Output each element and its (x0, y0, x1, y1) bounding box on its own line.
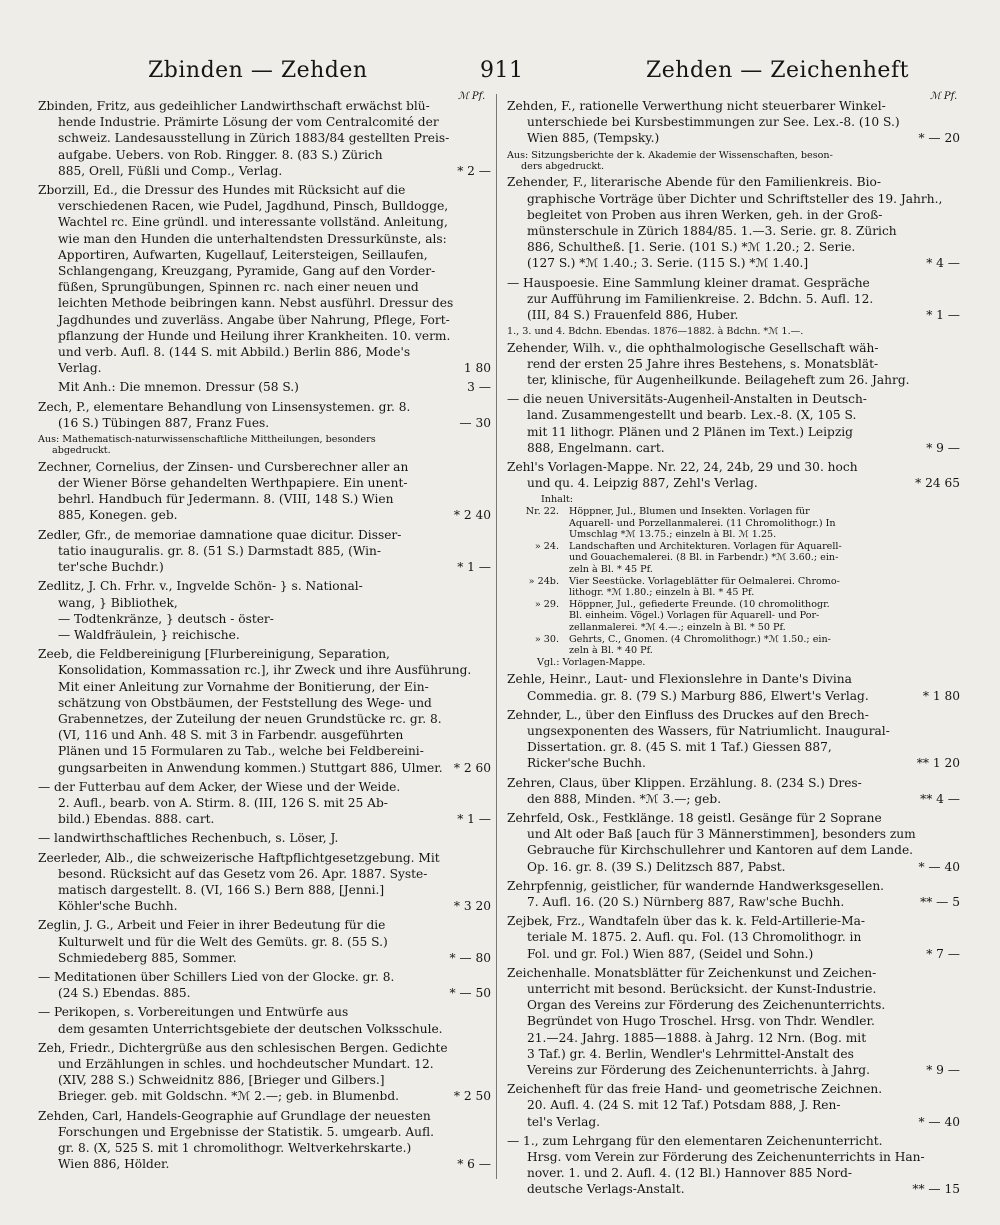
entry-line: Grabennetzes, der Zuteilung der neuen Grundstücke rc. gr. 8. (58, 711, 442, 726)
catalog-entry (507, 671, 960, 703)
contents-item (507, 576, 954, 599)
entry-line: tatio inauguralis. gr. 8. (51 S.) Darmstadt 885, (Win- (58, 543, 382, 558)
catalog-entry (38, 830, 491, 846)
entry-line: wang, } Bibliothek, (58, 595, 178, 610)
entry-line: Zeeb, die Feldbereinigung [Flurbereinigung, Separation, (38, 647, 390, 662)
catalog-entry (38, 379, 491, 395)
entry-line: hende Industrie. Prämirte Lösung der vom Centralcomité der (58, 115, 439, 130)
catalog-entry (38, 1108, 491, 1173)
item-number: Nr. 22. (525, 506, 559, 518)
price: 3 — (467, 380, 491, 395)
catalog-entry (507, 878, 960, 910)
entry-line: Zehden, Carl, Handels-Geographie auf Grundlage der neuesten (38, 1108, 431, 1123)
price: * — 20 (918, 131, 960, 146)
entry-line: wie man den Hunden die unterhaltendsten Dressurkünste, als: (58, 231, 447, 246)
entry-line: Konsolidation, Kommassation rc.], ihr Zweck und ihre Ausführung. (58, 663, 472, 678)
entry-line: (16 S.) Tübingen 887, Franz Fues. (58, 415, 270, 430)
source-note (507, 326, 960, 337)
entry-line: mit 11 lithogr. Plänen und 2 Plänen im Text.) Leipzig (527, 424, 853, 439)
price: — 30 (459, 415, 491, 430)
entry-line: Zehren, Claus, über Klippen. Erzählung. 8. (234 S.) Dres- (507, 775, 862, 790)
entry-line: abgedruckt. (52, 445, 111, 457)
price: * 3 20 (453, 899, 491, 914)
price: 1 80 (463, 361, 491, 376)
entry-line: — der Futterbau auf dem Acker, der Wiese und der Weide. (38, 779, 401, 794)
entry-line: Zejbek, Frz., Wandtafeln über das k. k. Feld-Artillerie-Ma- (507, 914, 866, 929)
entry-line: land. Zusammengestellt und bearb. Lex.-8. (X, 105 S. (527, 408, 857, 423)
entry-line: — Perikopen, s. Vorbereitungen und Entwürfe aus (38, 1005, 349, 1020)
item-line: Bl. einheim. Vögel.) Vorlagen für Aquarell- und Por- (569, 610, 820, 622)
item-line: Höppner, Jul., Blumen und Insekten. Vorlagen für (569, 506, 810, 518)
catalog-entry (507, 965, 960, 1078)
entry-line: begleitet von Proben aus ihren Werken, geh. in der Groß- (527, 207, 883, 222)
entry-line: Plänen und 15 Formularen zu Tab., welche bei Feldbereini- (58, 744, 424, 759)
currency-header-left: ℳ Pf. (458, 91, 486, 102)
entry-line: aufgabe. Uebers. von Rob. Ringger. 8. (83 S.) Zürich (58, 147, 383, 162)
price: * 2 — (457, 163, 491, 178)
cross-reference: Vgl.: Vorlagen-Mappe. (537, 656, 646, 668)
entry-line: der Wiener Börse gehandelten Werthpapiere. Ein unent- (58, 476, 408, 491)
entry-line: zur Aufführung im Familienkreise. 2. Bdchn. 5. Aufl. 12. (527, 291, 874, 306)
entry-line: Zehrfeld, Osk., Festklänge. 18 geistl. Gesänge für 2 Soprane (507, 811, 882, 826)
entry-line: Zeichenheft für das freie Hand- und geometrische Zeichnen. (507, 1082, 883, 1097)
catalog-entry (507, 275, 960, 324)
entry-line: ungsexponenten des Wassers, für Natriumlicht. Inaugural- (527, 724, 890, 738)
source-note (38, 434, 491, 457)
entry-line: Mit einer Anleitung zur Vornahme der Bonitierung, der Ein- (58, 679, 429, 694)
entry-line: Organ des Vereins zur Förderung des Zeichenunterrichts. (527, 998, 886, 1013)
item-line: zellanmalerei. *ℳ 4.—.; einzeln à Bl. * 50 Pf. (569, 622, 786, 634)
entry-line: Zech, P., elementare Behandlung von Linsensystemen. gr. 8. (38, 399, 411, 414)
running-head-right: Zehden — Zeichenheft (646, 58, 909, 83)
entry-line: Hrsg. vom Verein zur Förderung des Zeichenunterrichts in Han- (527, 1150, 925, 1165)
entry-line: (III, 84 S.) Frauenfeld 886, Huber. (527, 308, 739, 323)
item-number: » 30. (534, 633, 559, 645)
price: * 1 80 (922, 688, 960, 703)
entry-line: Zeglin, J. G., Arbeit und Feier in ihrer Bedeutung für die (38, 918, 386, 933)
price: * 2 40 (453, 508, 491, 523)
entry-line: 20. Aufl. 4. (24 S. mit 12 Taf.) Potsdam 888, J. Ren- (527, 1098, 841, 1113)
entry-line: Köhler'sche Buchh. (58, 899, 178, 914)
entry-line: behrl. Handbuch für Jedermann. 8. (VIII, 148 S.) Wien (58, 492, 394, 507)
entry-line: unterricht mit besond. Berücksicht. der Kunst-Industrie. (527, 982, 877, 997)
entry-line: Zbinden, Fritz, aus gedeihlicher Landwirthschaft erwächst blü- (38, 99, 430, 113)
entry-line: Op. 16. gr. 8. (39 S.) Delitzsch 887, Pabst. (527, 859, 786, 874)
entry-line: 888, Engelmann. cart. (527, 440, 665, 455)
item-description (569, 506, 954, 541)
entry-line: den 888, Minden. *ℳ 3.—; geb. (527, 791, 722, 806)
entry-line: leichten Methode beibringen kann. Nebst ausführl. Dressur des (58, 296, 454, 311)
entry-line: (XIV, 288 S.) Schweidnitz 886, [Brieger und Gilbers.] (58, 1073, 385, 1088)
entry-line: ders abgedruckt. (521, 161, 605, 173)
catalog-entry (38, 969, 491, 1001)
catalog-entry (38, 182, 491, 376)
catalog-entry (38, 646, 491, 776)
item-description (569, 634, 954, 657)
item-line: zeln à Bl. * 45 Pf. (569, 564, 653, 576)
item-line: Aquarell- und Porzellanmalerei. (11 Chromolithogr.) In (569, 517, 836, 529)
item-number: » 29. (534, 598, 559, 610)
entry-line: Kulturwelt und für die Welt des Gemüts. gr. 8. (55 S.) (58, 934, 388, 949)
entry-line: füßen, Sprungübungen, Spinnen rc. nach einer neuen und (58, 280, 419, 295)
entry-line: — Meditationen über Schillers Lied von der Glocke. gr. 8. (38, 969, 395, 984)
item-description (569, 576, 954, 599)
catalog-entry (38, 1004, 491, 1036)
catalog-entry (38, 98, 491, 179)
catalog-entry (38, 779, 491, 828)
entry-line: teriale M. 1875. 2. Aufl. qu. Fol. (13 Chromolithogr. in (527, 930, 862, 945)
entry-line: ter'sche Buchdr.) (58, 560, 164, 575)
catalog-entry (38, 1040, 491, 1105)
entry-line: — Waldfräulein, } reichische. (58, 627, 240, 642)
catalog-entry (507, 459, 960, 491)
entry-line: Zehl's Vorlagen-Mappe. Nr. 22, 24, 24b, 29 und 30. hoch (507, 460, 858, 475)
entry-line: 885, Konegen. geb. (58, 508, 178, 523)
catalog-entry (507, 707, 960, 772)
entry-line: schweiz. Landesausstellung in Zürich 1883/84 gestellten Preis- (58, 131, 450, 146)
right-column (507, 98, 960, 1201)
left-column (38, 98, 491, 1175)
entry-line: 2. Aufl., bearb. von A. Stirm. 8. (III, 126 S. mit 25 Ab- (58, 795, 388, 810)
item-line: Umschlag *ℳ 13.75.; einzeln à Bl. ℳ 1.25. (569, 529, 777, 541)
entry-line: unterschiede bei Kursbestimmungen zur See. Lex.-8. (10 S.) (527, 115, 900, 130)
entry-line: 886, Schultheß. [1. Serie. (101 S.) *ℳ 1.20.; 2. Serie. (527, 240, 856, 255)
column-divider (496, 94, 497, 1179)
price: * — 80 (449, 950, 491, 965)
entry-line: schätzung von Obstbäumen, der Feststellung des Wege- und (58, 695, 432, 710)
price: * 7 — (926, 946, 960, 961)
price: * 4 — (926, 256, 960, 271)
entry-line: Zeichenhalle. Monatsblätter für Zeichenkunst und Zeichen- (507, 965, 877, 980)
entry-line: rend der ersten 25 Jahre ihres Bestehens, s. Monatsblät- (527, 356, 879, 371)
catalog-entry (507, 340, 960, 389)
entry-line: und Erzählungen in schles. und hochdeutscher Mundart. 12. (58, 1056, 434, 1071)
entry-line: Schlangengang, Kreuzgang, Pyramide, Gang auf den Vorder- (58, 264, 436, 279)
entry-line: Verlag. (58, 361, 102, 376)
price: * 1 — (926, 308, 960, 323)
entry-line: Zehden, F., rationelle Verwerthung nicht steuerbarer Winkel- (507, 99, 886, 113)
contents-item (507, 506, 954, 541)
price: ** — 15 (912, 1182, 960, 1197)
price: * 1 — (457, 560, 491, 575)
catalog-entry (507, 810, 960, 875)
entry-line: Zehle, Heinr., Laut- und Flexionslehre in Dante's Divina (507, 672, 852, 687)
entry-line: Forschungen und Ergebnisse der Statistik. 5. umgearb. Aufl. (58, 1124, 434, 1139)
item-description (569, 599, 954, 634)
entry-line: Gebrauche für Kirchschullehrer und Kantoren auf dem Lande. (527, 843, 914, 858)
item-line: Vier Seestücke. Vorlageblätter für Oelmalerei. Chromo- (569, 575, 840, 587)
entry-line: — die neuen Universitäts-Augenheil-Anstalten in Deutsch- (507, 392, 867, 407)
contents-item (507, 599, 954, 634)
entry-line: Zehender, Wilh. v., die ophthalmologische Gesellschaft wäh- (507, 340, 879, 355)
entry-line: 3 Taf.) gr. 4. Berlin, Wendler's Lehrmittel-Anstalt des (527, 1046, 854, 1061)
price: ** 1 20 (916, 756, 960, 771)
entry-line: Zeerleder, Alb., die schweizerische Haftpflichtgesetzgebung. Mit (38, 850, 440, 865)
entry-line: Wachtel rc. Eine gründl. und interessante vollständ. Anleitung, (58, 215, 448, 230)
price: * — 40 (918, 859, 960, 874)
entry-line: Zborzill, Ed., die Dressur des Hundes mit Rücksicht auf die (38, 183, 406, 198)
entry-line: Zedlitz, J. Ch. Frhr. v., Ingvelde Schön- } s. National- (38, 579, 363, 594)
entry-line: Apportiren, Aufwarten, Kugellauf, Leitersteigen, Seillaufen, (58, 247, 428, 262)
item-line: Landschaften und Architekturen. Vorlagen für Aquarell- (569, 540, 842, 552)
entry-line: dem gesamten Unterrichtsgebiete der deutschen Volksschule. (58, 1021, 443, 1036)
entry-line: (VI, 116 und Anh. 48 S. mit 3 in Farbendr. ausgeführten (58, 728, 404, 743)
page-number: 911 (480, 58, 524, 83)
entry-line: und qu. 4. Leipzig 887, Zehl's Verlag. (527, 476, 758, 491)
item-line: und Gouachemalerei. (8 Bl. in Farbendr.) *ℳ 3.60.; ein- (569, 552, 839, 564)
entry-line: Mit Anh.: Die mnemon. Dressur (58 S.) (58, 380, 299, 395)
contents-item (507, 634, 954, 657)
entry-line: nover. 1. und 2. Aufl. 4. (12 Bl.) Hannover 885 Nord- (527, 1166, 853, 1181)
entry-line: Aus: Mathematisch-naturwissenschaftliche Mittheilungen, besonders (38, 434, 376, 446)
price: * 24 65 (915, 476, 960, 491)
catalog-entry (38, 459, 491, 524)
entry-line: Brieger. geb. mit Goldschn. *ℳ 2.—; geb. in Blumenbd. (58, 1089, 400, 1104)
entry-line: Wien 886, Hölder. (58, 1157, 170, 1172)
entry-line: Aus: Sitzungsberichte der k. Akademie der Wissenschaften, beson- (507, 149, 833, 161)
entry-line: Fol. und gr. Fol.) Wien 887, (Seidel und Sohn.) (527, 946, 814, 961)
catalog-entry (507, 775, 960, 807)
source-note (507, 150, 960, 173)
entry-line: — landwirthschaftliches Rechenbuch, s. Löser, J. (38, 831, 339, 846)
item-number: » 24b. (528, 575, 559, 587)
entry-line: Vereins zur Förderung des Zeichenunterrichts. à Jahrg. (527, 1063, 870, 1078)
entry-line: (127 S.) *ℳ 1.40.; 3. Serie. (115 S.) *ℳ 1.40.] (527, 256, 809, 271)
entry-line: verschiedenen Racen, wie Pudel, Jagdhund, Pinsch, Bulldogge, (58, 199, 449, 214)
entry-line: Zedler, Gfr., de memoriae damnatione quae dicitur. Disser- (38, 527, 402, 542)
contents-heading: Inhalt: (541, 494, 574, 506)
entry-line: münsterschule in Zürich 1884/85. 1.—3. Serie. gr. 8. Zürich (527, 224, 897, 239)
entry-line: Ricker'sche Buchh. (527, 756, 646, 771)
catalog-entry (507, 174, 960, 271)
catalog-entry (507, 913, 960, 962)
item-line: Höppner, Jul., gefiederte Freunde. (10 chromolithogr. (569, 598, 830, 610)
entry-line: graphische Vorträge über Dichter und Schriftsteller des 19. Jahrh., (527, 191, 943, 206)
price: * — 50 (449, 986, 491, 1001)
entry-line: Zeh, Friedr., Dichtergrüße aus den schlesischen Bergen. Gedichte (38, 1040, 448, 1055)
entry-line: (24 S.) Ebendas. 885. (58, 986, 191, 1001)
item-description (569, 541, 954, 576)
entry-line: Zehrpfennig, geistlicher, für wandernde Handwerksgesellen. (507, 878, 885, 893)
price: * 1 — (457, 812, 491, 827)
entry-line: — Todtenkränze, } deutsch - öster- (58, 611, 274, 626)
entry-line: 7. Aufl. 16. (20 S.) Nürnberg 887, Raw'sche Buchh. (527, 895, 845, 910)
entry-line: besond. Rücksicht auf das Gesetz vom 26. Apr. 1887. Syste- (58, 866, 428, 881)
price: * 6 — (457, 1157, 491, 1172)
catalog-entry (38, 850, 491, 915)
contents-item (507, 541, 954, 576)
price: ** — 5 (920, 895, 960, 910)
item-line: Gehrts, C., Gnomen. (4 Chromolithogr.) *ℳ 1.50.; ein- (569, 633, 831, 645)
entry-line: Wien 885, (Tempsky.) (527, 131, 660, 146)
entry-line: 21.—24. Jahrg. 1885—1888. à Jahrg. 12 Nrn. (Bog. mit (527, 1030, 867, 1045)
entry-line: — 1., zum Lehrgang für den elementaren Zeichenunterricht. (507, 1133, 883, 1148)
entry-line: deutsche Verlags-Anstalt. (527, 1182, 685, 1197)
price: * 2 50 (453, 1089, 491, 1104)
catalog-entry (38, 578, 491, 643)
entry-line: Zehender, F., literarische Abende für den Familienkreis. Bio- (507, 175, 881, 190)
entry-line: Commedia. gr. 8. (79 S.) Marburg 886, Elwert's Verlag. (527, 688, 869, 703)
item-number: » 24. (534, 540, 559, 552)
catalog-entry (507, 391, 960, 456)
price: * 9 — (926, 440, 960, 455)
catalog-entry (507, 98, 960, 147)
entry-line: gr. 8. (X, 525 S. mit 1 chromolithogr. Weltverkehrskarte.) (58, 1141, 412, 1155)
entry-line: Zechner, Cornelius, der Zinsen- und Cursberechner aller an (38, 459, 409, 474)
catalog-entry (507, 1081, 960, 1130)
entry-line: gungsarbeiten in Anwendung kommen.) Stuttgart 886, Ulmer. (58, 760, 443, 775)
entry-line: ter, klinische, für Augenheilkunde. Beilageheft zum 26. Jahrg. (527, 373, 910, 388)
catalog-entry (38, 399, 491, 431)
entry-line: und Alt oder Baß [auch für 3 Männerstimmen], besonders zum (527, 827, 916, 842)
entry-line: tel's Verlag. (527, 1114, 601, 1129)
entry-line: — Hauspoesie. Eine Sammlung kleiner dramat. Gespräche (507, 275, 870, 290)
entry-line: pflanzung der Hunde und Heilung ihrer Krankheiten. 10. verm. (58, 328, 451, 343)
currency-header-right: ℳ Pf. (930, 91, 958, 102)
entry-line: 885, Orell, Füßli und Comp., Verlag. (58, 163, 283, 178)
vorlagen-contents (507, 494, 960, 668)
entry-line: Dissertation. gr. 8. (45 S. mit 1 Taf.) Giessen 887, (527, 740, 832, 755)
entry-line: matisch dargestellt. 8. (VI, 166 S.) Bern 888, [Jenni.] (58, 882, 385, 897)
entry-line: und verb. Aufl. 8. (144 S. mit Abbild.) Berlin 886, Mode's (58, 345, 411, 360)
price: ** 4 — (920, 791, 960, 806)
price: * — 40 (918, 1114, 960, 1129)
item-line: zeln à Bl. * 40 Pf. (569, 645, 653, 657)
catalog-entry (507, 1133, 960, 1198)
item-line: lithogr. *ℳ 1.80.; einzeln à Bl. * 45 Pf. (569, 587, 755, 599)
entry-line: bild.) Ebendas. 888. cart. (58, 812, 215, 827)
catalog-entry (38, 917, 491, 966)
running-head-left: Zbinden — Zehden (148, 58, 368, 83)
price: * 2 60 (453, 760, 491, 775)
price: * 9 — (926, 1063, 960, 1078)
entry-line: Jagdhundes und zuverläss. Angabe über Nahrung, Pflege, Fort- (58, 312, 450, 327)
entry-line: Begründet von Hugo Troschel. Hrsg. von Thdr. Wendler. (527, 1014, 875, 1029)
entry-line: 1., 3. und 4. Bdchn. Ebendas. 1876—1882. à Bdchn. *ℳ 1.—. (507, 326, 804, 338)
entry-line: Schmiedeberg 885, Sommer. (58, 950, 237, 965)
catalog-entry (38, 527, 491, 576)
entry-line: Zehnder, L., über den Einfluss des Druckes auf den Brech- (507, 707, 869, 722)
